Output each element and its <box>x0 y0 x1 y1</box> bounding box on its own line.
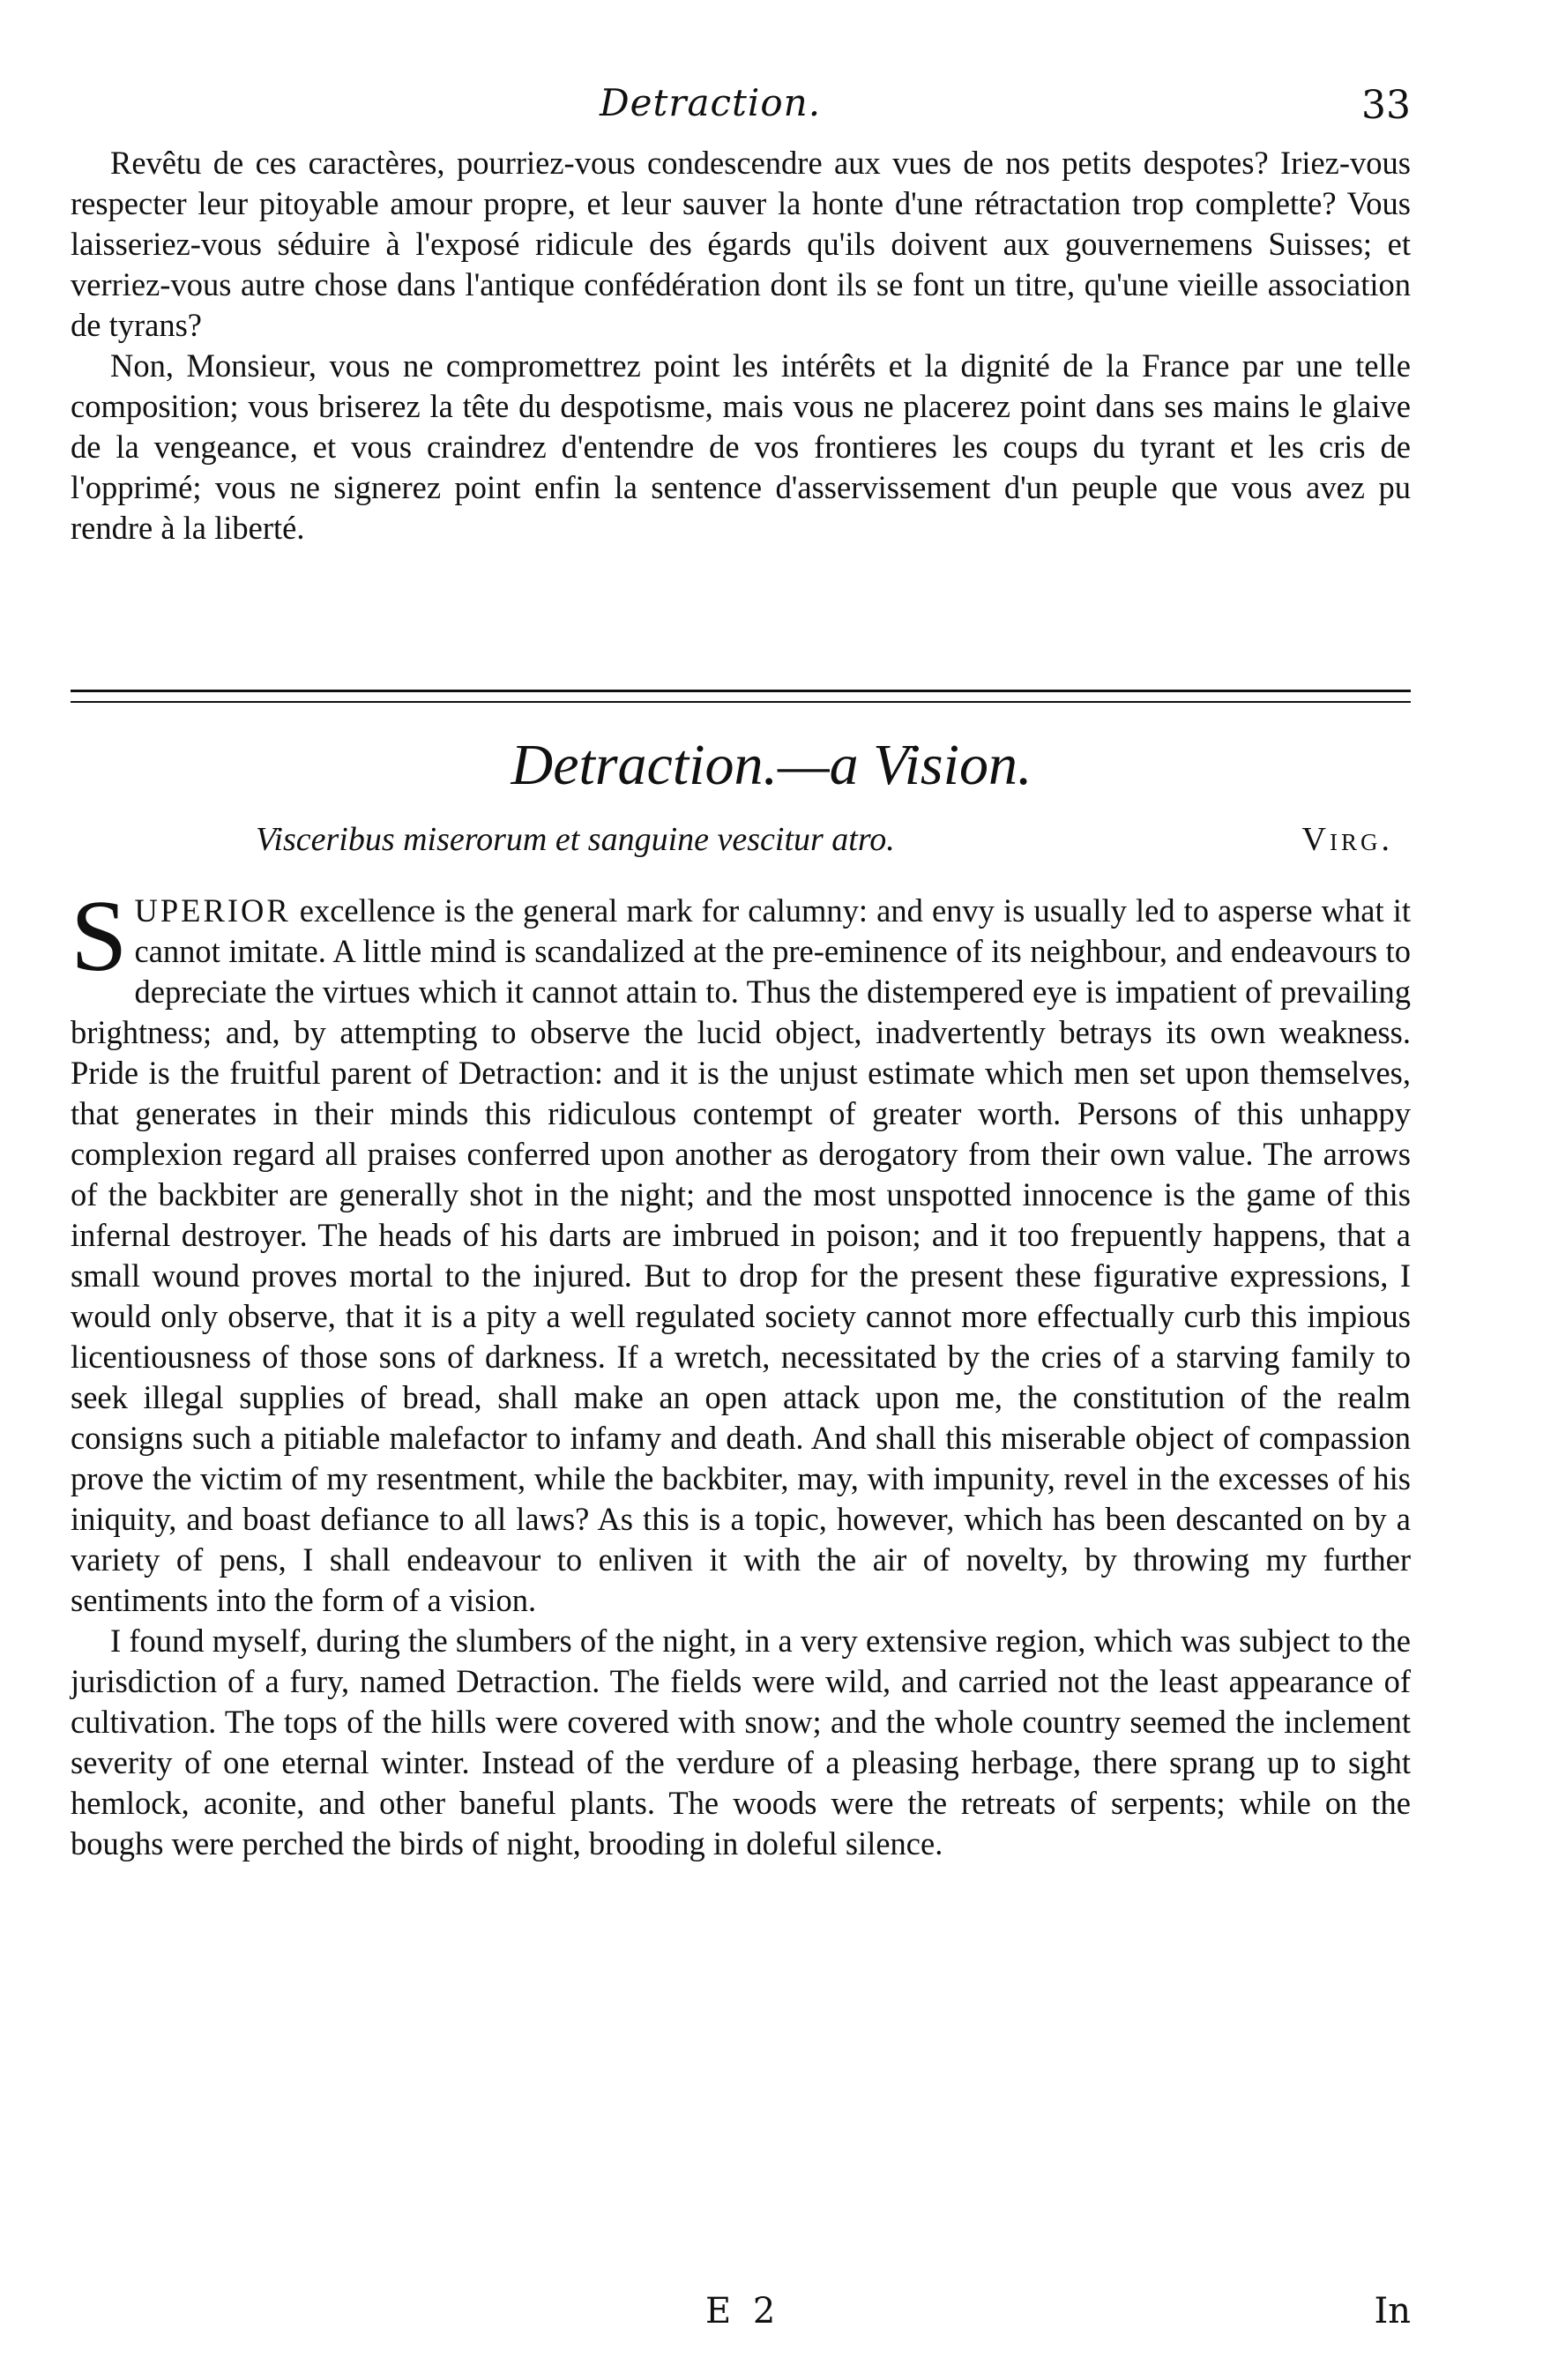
paragraph-1-text: excellence is the general mark for calumny: and envy is usually led to asperse what it cannot imitate. A little mind is scandalized at the pre-eminence of its neighbour, and endeavours to depreciate the virtues which it cannot attain to. Thus the distempered eye is impatient of prevailing brightness; and, by attempting to observe the lucid object, inadvertently betrays its own weakness. Pride is the fruitful parent of Detraction: and it is the unjust estimate which men set upon themselves, that generates in their minds this ridiculous contempt of greater worth. Persons of this unhappy complexion regard all praises conferred upon another as derogatory from their own value. The arrows of the backbiter are generally shot in the night; and the most unspotted innocence is the game of this infernal destroyer. The heads of his darts are imbrued in poison; and it too frepuently happens, that a small wound proves mortal to the injured. But to drop for the present these figurative expressions, I would only observe, that it is a pity a well regulated society cannot more effectually curb this impious licentiousness of those sons of darkness. If a wretch, necessitated by the cries of a starving family to seek illegal supplies of bread, shall make an open attack upon me, the constitution of the realm consigns such a pitiable malefactor to infamy and death. And shall this miserable object of compassion prove the victim of my resentment, while the backbiter, may, with impunity, revel in the excesses of his iniquity, and boast defiance to all laws? As this is a topic, however, which has been descanted on by a variety of pens, I shall endeavour to enliven it with the air of novelty, by throwing my further sentiments into the form of a vision. <box>71 892 1411 1618</box>
epigraph-attribution: Virg. <box>1301 821 1393 858</box>
epigraph-line <box>71 820 1411 864</box>
french-paragraph-1: Revêtu de ces caractères, pourriez-vous condescendre aux vues de nos petits despotes? Iriez-vous respecter leur pitoyable amour propre, et leur sauver la honte d'une rétractation trop complette? Vous laisseriez-vous séduire à l'exposé ridicule des égards qu'ils doivent aux gouvernemens Suisses; et verriez-vous autre chose dans l'antique confédération dont ils se font un titre, qu'une vieille association de tyrans? <box>71 145 1411 343</box>
running-head: Detraction. <box>600 81 822 124</box>
signature-mark: E 2 <box>705 2291 781 2332</box>
article-paragraph-1 <box>71 880 1411 1621</box>
article-title: Detraction.—a Vision. <box>511 733 1032 797</box>
french-paragraph-2: Non, Monsieur, vous ne compromettrez point les intérêts et la dignité de la France par une telle composition; vous briserez la tête du despotisme, mais vous ne placerez point dans ses mains le glaive de la vengeance, et vous craindrez d'entendre de vos frontieres les coups du tyrant et les cris de l'opprimé; vous ne signerez point enfin la sentence d'asservissement d'un peuple que vous avez pu rendre à la liberté. <box>71 347 1411 546</box>
epigraph: Visceribus miserorum et sanguine vescitur atro. <box>256 821 895 858</box>
page-header <box>71 81 1411 143</box>
section-divider-thin <box>71 701 1411 703</box>
page-footer <box>71 2291 1411 2335</box>
drop-cap: S <box>71 880 128 993</box>
lead-caps: UPERIOR <box>134 892 291 929</box>
section-divider-thick <box>71 690 1411 692</box>
article-body <box>71 880 1411 1864</box>
page-number: 33 <box>1361 83 1411 128</box>
article-paragraph-2: I found myself, during the slumbers of the night, in a very extensive region, which was subject to the jurisdiction of a fury, named Detraction. The fields were wild, and carried not the least appearance of cultivation. The tops of the hills were covered with snow; and the whole country seemed the inclement severity of one eternal winter. Instead of the verdure of a pleasing herbage, there sprang up to sight hemlock, aconite, and other baneful plants. The woods were the retreats of serpents; while on the boughs were perched the birds of night, brooding in doleful silence. <box>71 1623 1411 1861</box>
catchword: In <box>1374 2291 1411 2332</box>
french-letter-excerpt <box>71 143 1411 548</box>
